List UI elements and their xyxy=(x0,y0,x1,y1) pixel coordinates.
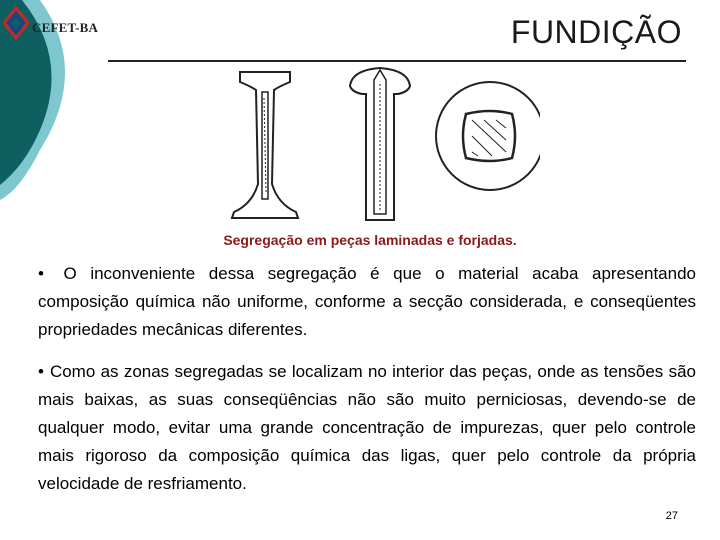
paragraph-1 xyxy=(38,260,696,344)
page-title: FUNDIÇÃO xyxy=(510,14,682,50)
rail-section-drawing xyxy=(232,72,298,218)
bullet-1: • xyxy=(38,264,44,283)
billet-section-drawing xyxy=(436,82,540,190)
title-divider xyxy=(108,60,686,62)
logo-emblem-icon xyxy=(2,6,30,40)
cefet-ba-logo xyxy=(2,6,112,40)
forged-bar-drawing xyxy=(350,68,410,220)
segregation-figure xyxy=(200,64,540,224)
paragraph-2-text: Como as zonas segregadas se localizam no interior das peças, onde as tensões são mais baixas, as suas conseqüências não são muito perniciosas, devendo-se de qualquer modo, evitar uma grande concentração de impurezas, quer pelo controle mais rigoroso da composição química das ligas, quer pelo controle da própria velocidade de resfriamento. xyxy=(38,362,696,493)
paragraph-2 xyxy=(38,358,696,498)
bullet-2: • xyxy=(38,362,44,381)
figure-caption: Segregação em peças laminadas e forjadas. xyxy=(223,232,517,248)
page-number: 27 xyxy=(665,510,678,522)
paragraph-1-text: O inconveniente dessa segregação é que o material acaba apresentando composição química não uniforme, conforme a secção considerada, e conseqüentes propriedades mecânicas diferentes. xyxy=(38,264,696,339)
logo-text: CEFET-BA xyxy=(32,20,99,35)
